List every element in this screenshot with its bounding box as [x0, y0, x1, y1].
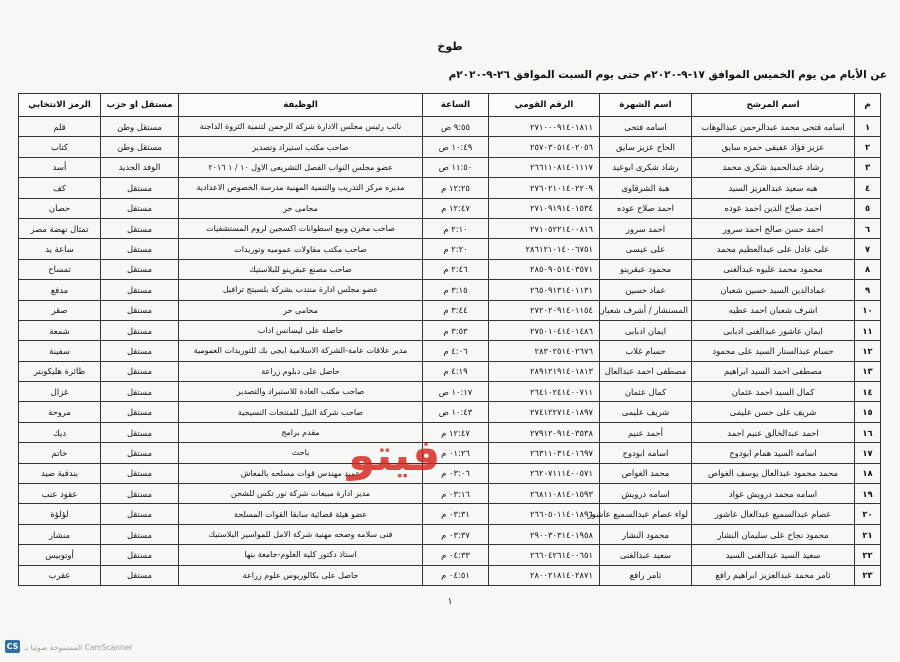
party-affiliation: مستقل وطن [101, 137, 179, 157]
page-number: ١ [447, 597, 453, 607]
party-affiliation: مستقل [101, 280, 179, 300]
fame-name: لواء عصام عبدالسميع عاشور [600, 504, 692, 524]
table-row [19, 524, 881, 544]
fame-name: محمود النشار [600, 524, 692, 544]
national-id: ٢٦٢٠٧١١١٤٠٠٥٧١ [489, 463, 600, 483]
header-party: مستقل او حزب [101, 94, 179, 117]
row-number: ١٥ [855, 402, 881, 422]
row-number: ١٩ [855, 484, 881, 504]
election-symbol: بندقية صيد [19, 463, 101, 483]
submission-time: ١٢:٤٧ م [423, 198, 489, 218]
table-row [19, 504, 881, 524]
candidate-name: سعيد السيد عبدالغنى السيد [692, 545, 855, 565]
submission-time: ١١:٥٠ ص [423, 157, 489, 177]
election-symbol: لؤلؤة [19, 504, 101, 524]
national-id: ٢٦٨١١٠٨١٤٠١٥٩٣ [489, 484, 600, 504]
header-symbol: الرمز الانتخابي [19, 94, 101, 117]
election-symbol: مدفع [19, 280, 101, 300]
job-title: مديره مركز التدريب والتنمية المهنية مدرسة الخصوص الاعدادية [179, 178, 423, 198]
row-number: ١١ [855, 320, 881, 340]
national-id: ٢٦٦٠٥٠١١٤٠١٨٩٦ [489, 504, 600, 524]
party-affiliation: مستقل [101, 218, 179, 238]
candidate-name: محمود محمد عليوه عبدالغنى [692, 259, 855, 279]
submission-time: ٠١:٢٦ م [423, 443, 489, 463]
row-number: ١٠ [855, 300, 881, 320]
candidate-name: ايمان عاشور عبدالغنى ادبابى [692, 320, 855, 340]
row-number: ٢٠ [855, 504, 881, 524]
table-row [19, 239, 881, 259]
header-num: م [855, 94, 881, 117]
fame-name: محمد الغواص [600, 463, 692, 483]
fame-name: هبة الشرقاوى [600, 178, 692, 198]
party-affiliation: مستقل [101, 565, 179, 585]
election-symbol: شمعة [19, 320, 101, 340]
national-id: ٢٦٦٠٤٢٦١٤٠٠٦٥١ [489, 545, 600, 565]
row-number: ٣ [855, 157, 881, 177]
table-row [19, 259, 881, 279]
party-affiliation: مستقل [101, 198, 179, 218]
party-affiliation: مستقل وطن [101, 117, 179, 137]
fame-name: الحاج عزيز سايق [600, 137, 692, 157]
fame-name: أحمد عنيم [600, 422, 692, 442]
job-title: محامى حر [179, 198, 423, 218]
fame-name: على عيسى [600, 239, 692, 259]
election-symbol: غزال [19, 382, 101, 402]
fame-name: سعيد عبدالغنى [600, 545, 692, 565]
submission-time: ٤:٠٦ م [423, 341, 489, 361]
party-affiliation: مستقل [101, 259, 179, 279]
job-title: عضو مجلس ادارة منتدب بشركة بلسيتج ترافيل [179, 280, 423, 300]
party-affiliation: مستقل [101, 361, 179, 381]
party-affiliation: مستقل [101, 341, 179, 361]
candidate-name: هبه سعيد عبدالعزيز السيد [692, 178, 855, 198]
submission-time: ٠٤:٣٣ م [423, 545, 489, 565]
header-job: الوظيفة [179, 94, 423, 117]
table-row [19, 117, 881, 137]
camscanner-icon: CS [6, 642, 19, 651]
row-number: ١٦ [855, 422, 881, 442]
job-title: حاصل على دبلوم زراعة [179, 361, 423, 381]
submission-time: ٠٣:١٦ م [423, 484, 489, 504]
table-row [19, 565, 881, 585]
table-row [19, 484, 881, 504]
election-symbol: مروحة [19, 402, 101, 422]
election-symbol: كف [19, 178, 101, 198]
document-title: طوخ [437, 40, 463, 53]
row-number: ١٧ [855, 443, 881, 463]
submission-time: ٠٤:٥١ م [423, 565, 489, 585]
national-id: ٢٥٧٠٣٠٥١٤٠٢٠٥٦ [489, 137, 600, 157]
table-row [19, 157, 881, 177]
job-title: صاحب مكتب مقاولات عموميه وتوريدات [179, 239, 423, 259]
election-symbol: عقرب [19, 565, 101, 585]
election-symbol: كتاب [19, 137, 101, 157]
national-id: ٢٨٠٠٢١٨١٤٠٢٨٧١ [489, 565, 600, 585]
fame-name: رشاد شكرى ابوعيد [600, 157, 692, 177]
row-number: ٢٣ [855, 565, 881, 585]
election-symbol: سفينة [19, 341, 101, 361]
job-title: استاذ دكتور كلية العلوم-جامعة بنها [179, 545, 423, 565]
candidate-name: محمد محمود عبدالعال يوسف الغواص [692, 463, 855, 483]
submission-time: ٢:١٠ م [423, 218, 489, 238]
national-id: ٢٧٤١٢٢٧١٤٠١٨٩٧ [489, 402, 600, 422]
table-row [19, 280, 881, 300]
submission-time: ٢:٤٦ م [423, 259, 489, 279]
party-affiliation: مستقل [101, 524, 179, 544]
candidate-name: حسام عبدالستار السيد على محمود [692, 341, 855, 361]
submission-time: ١٢:٤٧ م [423, 422, 489, 442]
party-affiliation: مستقل [101, 300, 179, 320]
national-id: ٢٧٥٠١٠٤١٤٠١٤٨٦ [489, 320, 600, 340]
submission-time: ٠٣:٠٦ م [423, 463, 489, 483]
candidate-name: عمادالدين السيد حسين شعبان [692, 280, 855, 300]
candidate-name: كمال السيد احمد عثمان [692, 382, 855, 402]
document-subtitle: عن الأيام من يوم الخميس الموافق ١٧-٩-٢٠٢٠م حتى يوم السبت الموافق ٢٦-٩-٢٠٢٠م [448, 69, 887, 81]
election-symbol: خاتم [19, 443, 101, 463]
fame-name: اسامه فتحى [600, 117, 692, 137]
candidate-name: اشرف شعبان احمد عطيه [692, 300, 855, 320]
submission-time: ٠٣:٣٧ م [423, 524, 489, 544]
job-title: عضو هيئة قضائية سابقا القوات المسلحة [179, 504, 423, 524]
table-row [19, 178, 881, 198]
table-row [19, 218, 881, 238]
national-id: ٢٦٥٠٩١٣١٤٠١١٣١ [489, 280, 600, 300]
job-title: عضو مجلس النواب الفصل التشريعى الاول ١٠ / ١ ٢٠١٦ [179, 157, 423, 177]
party-affiliation: مستقل [101, 320, 179, 340]
job-title: حاصل على بكالوريوس علوم زراعة [179, 565, 423, 585]
national-id: ٢٨٦١٢١٠١٤٠٠٦٧٥١ [489, 239, 600, 259]
election-symbol: تمثال نهضة مصر [19, 218, 101, 238]
row-number: ٧ [855, 239, 881, 259]
candidate-name: اسامه محمد درويش عواد [692, 484, 855, 504]
national-id: ٢٧٢٠٢٠٩١٤٠١١٥٤ [489, 300, 600, 320]
row-number: ٦ [855, 218, 881, 238]
submission-time: ١٠:٤٣ ص [423, 402, 489, 422]
table-row [19, 463, 881, 483]
table-row [19, 198, 881, 218]
election-symbol: ساعة يد [19, 239, 101, 259]
table-row [19, 443, 881, 463]
job-title: فنى سلامه وصحه مهنية شركة الامل للمواسير البلاستيك [179, 524, 423, 544]
submission-time: ٢:٢٠ م [423, 239, 489, 259]
national-id: ٢٨٩١٢١٩١٤٠١٨١٣ [489, 361, 600, 381]
job-title: مقدم برامج [179, 422, 423, 442]
party-affiliation: الوفد الجديد [101, 157, 179, 177]
job-title: صاحب مكتب استيراد وتصدير [179, 137, 423, 157]
fame-name: شريف عليمى [600, 402, 692, 422]
election-symbol: أوتوبيس [19, 545, 101, 565]
row-number: ١ [855, 117, 881, 137]
row-number: ٥ [855, 198, 881, 218]
fame-name: حسام غلاب [600, 341, 692, 361]
job-title: باحث [179, 443, 423, 463]
header-name: اسم المرشح [692, 94, 855, 117]
job-title: صاحب مخزن وبيع اسطوانات اكسجين لزوم المستشفيات [179, 218, 423, 238]
national-id: ٢٧٩١٢٠٩١٤٠٣٥٣٨ [489, 422, 600, 442]
national-id: ٢٦٣١١٠٣١٤٠١٦٩٧ [489, 443, 600, 463]
submission-time: ٤:١٩ م [423, 361, 489, 381]
election-symbol: صقر [19, 300, 101, 320]
job-title: نائب رئيس مجلس الادارة شركة الرحمن لتنمية الثروة الداجنة [179, 117, 423, 137]
candidate-name: اسامه فتحى محمد عبدالرحمن عبدالوهاب [692, 117, 855, 137]
candidate-name: احمد عبدالخالق عنيم احمد [692, 422, 855, 442]
national-id: ٢٩٠٠٣٠٣١٤٠١٩٥٨ [489, 524, 600, 544]
row-number: ٤ [855, 178, 881, 198]
submission-time: ١٠:١٧ ص [423, 382, 489, 402]
candidate-name: شريف على حسن عليمى [692, 402, 855, 422]
table-row [19, 341, 881, 361]
fame-name: مصطفى احمد عبدالعال [600, 361, 692, 381]
national-id: ٢٧١٠٠٠٩١٤٠١٨١١ [489, 117, 600, 137]
submission-time: ٠٣:٣١ م [423, 504, 489, 524]
election-symbol: عقود عنب [19, 484, 101, 504]
fame-name: محمود عبقرينو [600, 259, 692, 279]
job-title: صاحب مكتب العادة للاستيراد والتصدير [179, 382, 423, 402]
party-affiliation: مستقل [101, 484, 179, 504]
fame-name: اسامه ابودوح [600, 443, 692, 463]
row-number: ٢٢ [855, 545, 881, 565]
party-affiliation: مستقل [101, 178, 179, 198]
table-body [19, 117, 881, 586]
row-number: ١٤ [855, 382, 881, 402]
job-title: مدير علاقات عامة-الشركة الاسلامية ايجى بك للتوريدات العمومية [179, 341, 423, 361]
national-id: ٢٧١٠٥٢٢١٤٠٠٨١٦ [489, 218, 600, 238]
row-number: ١٣ [855, 361, 881, 381]
candidate-name: اسامه السيد همام ابودوح [692, 443, 855, 463]
table-header-row [19, 94, 881, 117]
candidate-name: على عادل على عبدالعظيم محمد [692, 239, 855, 259]
header-time: الساعة [423, 94, 489, 117]
fame-name: كمال عثمان [600, 382, 692, 402]
submission-time: ٣:٤٤ م [423, 300, 489, 320]
table-row [19, 300, 881, 320]
national-id: ٢٦٦١١٠٨١٤٠١١١٧ [489, 157, 600, 177]
party-affiliation: مستقل [101, 402, 179, 422]
candidate-name: عزيز فؤاد عفيفى حمزه سايق [692, 137, 855, 157]
table-row [19, 137, 881, 157]
election-symbol: حصان [19, 198, 101, 218]
table-row [19, 402, 881, 422]
job-title: محامى حر [179, 300, 423, 320]
row-number: ٨ [855, 259, 881, 279]
row-number: ١٢ [855, 341, 881, 361]
candidate-name: مصطفى احمد السيد ابراهيم [692, 361, 855, 381]
row-number: ٢ [855, 137, 881, 157]
candidates-table [18, 93, 881, 586]
national-id: ٢٦٤١٠٢٤١٤٠٠٧١١ [489, 382, 600, 402]
election-symbol: تمساح [19, 259, 101, 279]
row-number: ٩ [855, 280, 881, 300]
national-id: ٢٨٥٠٩٠٥١٤٠٣٥٧١ [489, 259, 600, 279]
party-affiliation: مستقل [101, 545, 179, 565]
job-title: صاحب شركة النيل للمنتجات النسيجية [179, 402, 423, 422]
job-title: صاحب مصنع عبقرينو للبلاستيك [179, 259, 423, 279]
job-title: عميد مهندس قوات مسلحه بالمعاش [179, 463, 423, 483]
national-id: ٢٧١٠٩١٩١٤٠١٥٣٤ [489, 198, 600, 218]
submission-time: ٩:٥٥ ص [423, 117, 489, 137]
fame-name: المستشار / أشرف شعبان [600, 300, 692, 320]
election-symbol: منشار [19, 524, 101, 544]
election-symbol: أسد [19, 157, 101, 177]
party-affiliation: مستقل [101, 239, 179, 259]
row-number: ١٨ [855, 463, 881, 483]
election-symbol: ديك [19, 422, 101, 442]
job-title: حاصلة على ليسانس اداب [179, 320, 423, 340]
party-affiliation: مستقل [101, 463, 179, 483]
candidate-name: احمد صلاح الدين احمد عوده [692, 198, 855, 218]
submission-time: ٣:٥٣ م [423, 320, 489, 340]
candidate-name: ثامر محمد عبدالعزيز ابراهيم رافع [692, 565, 855, 585]
table-row [19, 382, 881, 402]
table-row [19, 422, 881, 442]
national-id: ٢٨٣٠٢٥١٤٠٢٦٧٦ [489, 341, 600, 361]
candidate-name: احمد حسن صالح احمد سرور [692, 218, 855, 238]
fame-name: عماد حسين [600, 280, 692, 300]
camscanner-label: الممسوحة ضوئيا بـ CamScanner [24, 643, 133, 652]
party-affiliation: مستقل [101, 504, 179, 524]
party-affiliation: مستقل [101, 382, 179, 402]
candidate-name: رشاد عبدالحميد شكرى محمد [692, 157, 855, 177]
election-symbol: قلم [19, 117, 101, 137]
watermark-logo: فيتو [348, 430, 441, 481]
table-row [19, 361, 881, 381]
party-affiliation: مستقل [101, 443, 179, 463]
row-number: ٢١ [855, 524, 881, 544]
national-id: ٢٧٦٠٢١٠١٤٠٢٢٠٩ [489, 178, 600, 198]
header-national-id: الرقم القومي [489, 94, 600, 117]
candidate-name: محمود نجاح على سليمان النشار [692, 524, 855, 544]
fame-name: ايمان ادبابى [600, 320, 692, 340]
table-row [19, 320, 881, 340]
fame-name: اسامه درويش [600, 484, 692, 504]
fame-name: ثامر رافع [600, 565, 692, 585]
fame-name: احمد صلاح عوده [600, 198, 692, 218]
party-affiliation: مستقل [101, 422, 179, 442]
job-title: مدير ادارة مبيعات شركة نور تكس للشحن [179, 484, 423, 504]
table-row [19, 545, 881, 565]
fame-name: احمد سرور [600, 218, 692, 238]
submission-time: ١٢:٢٥ م [423, 178, 489, 198]
submission-time: ٣:١٥ م [423, 280, 489, 300]
candidate-name: عصام عبدالسميع عبدالعال عاشور [692, 504, 855, 524]
header-fame: اسم الشهرة [600, 94, 692, 117]
submission-time: ١٠:٤٩ ص [423, 137, 489, 157]
election-symbol: طائرة هليكوبتر [19, 361, 101, 381]
